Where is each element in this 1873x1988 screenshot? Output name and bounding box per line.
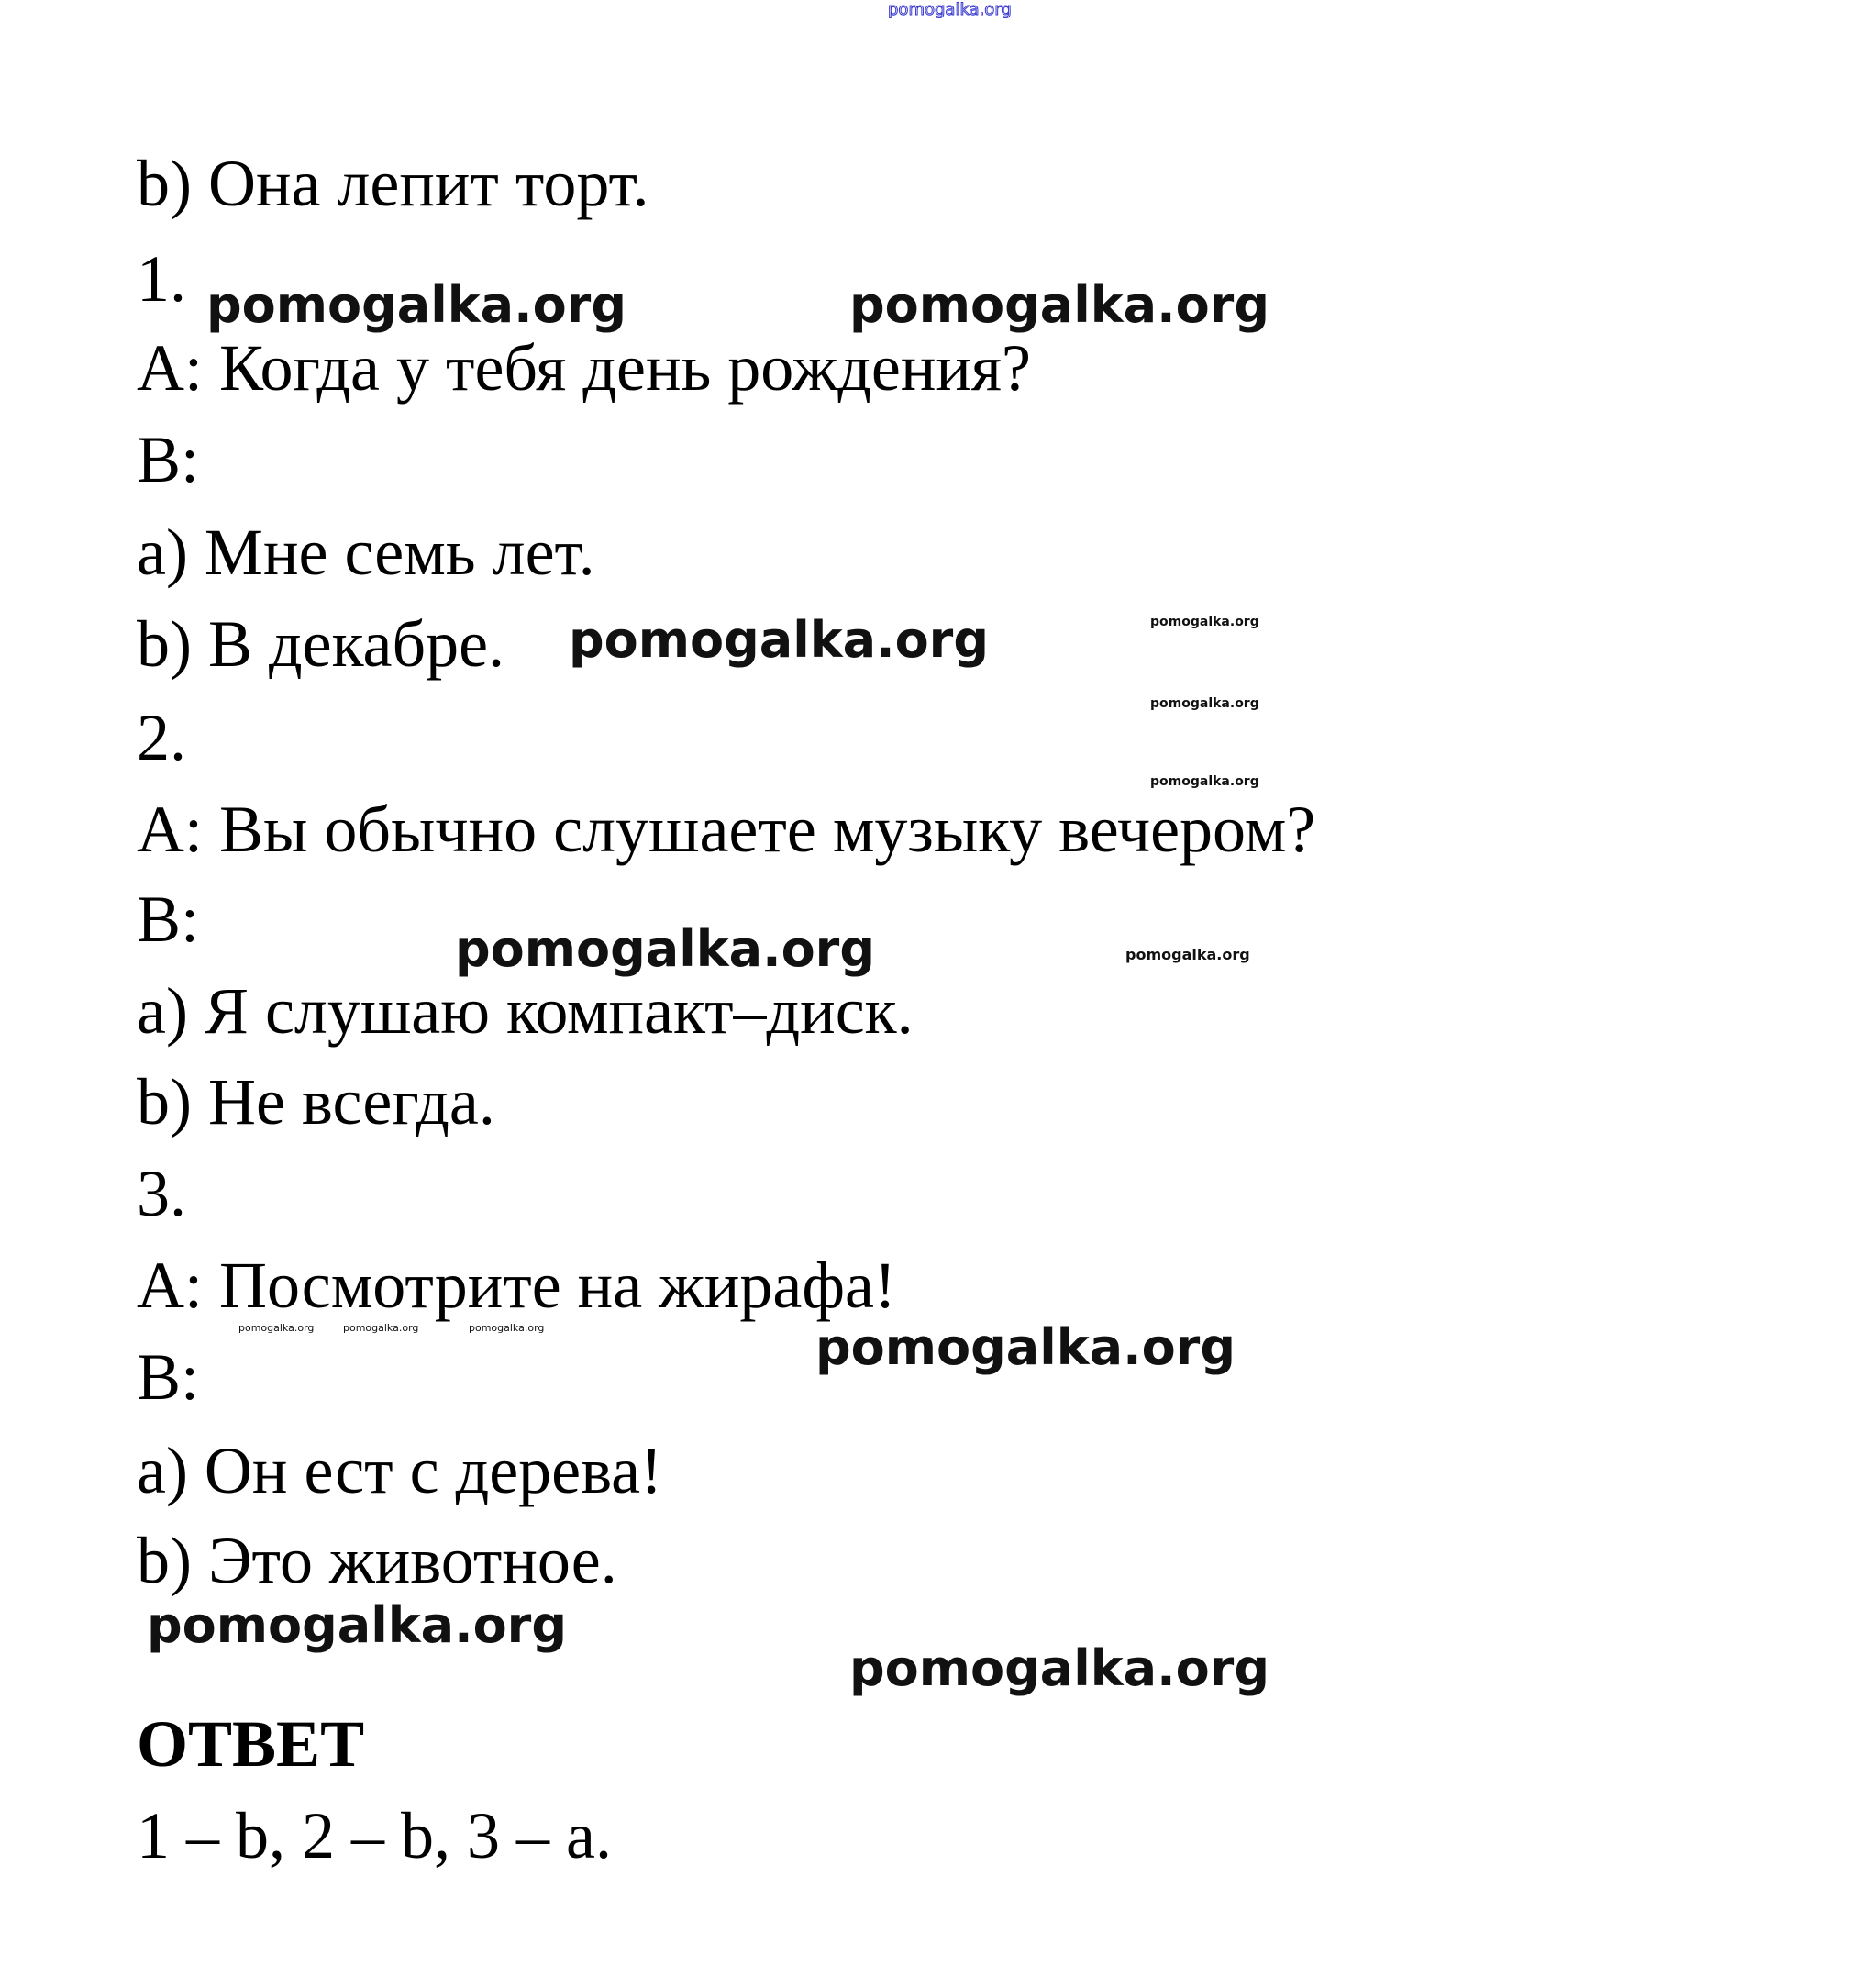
watermark-small: pomogalka.org	[1150, 774, 1259, 789]
text-line: B:	[137, 1340, 200, 1414]
answer-text: 1 – b, 2 – b, 3 – a.	[137, 1799, 612, 1872]
watermark: pomogalka.org	[206, 276, 626, 334]
text-line: b) Не всегда.	[137, 1065, 495, 1138]
text-line: a) Я слушаю компакт–диск.	[137, 974, 914, 1048]
text-line: b) Она лепит торт.	[137, 147, 649, 220]
watermark: pomogalka.org	[455, 920, 875, 978]
watermark-small: pomogalka.org	[1150, 615, 1259, 629]
watermark-tiny: pomogalka.org	[343, 1322, 419, 1334]
item-number: 1.	[137, 242, 186, 316]
item-number: 3.	[137, 1157, 186, 1230]
text-line: a) Он ест с дерева!	[137, 1434, 663, 1507]
item-number: 2.	[137, 701, 186, 774]
watermark: pomogalka.org	[815, 1318, 1236, 1376]
watermark-top: pomogalka.org	[888, 0, 1012, 19]
watermark: pomogalka.org	[569, 611, 989, 669]
text-line: b) Это животное.	[137, 1524, 617, 1597]
watermark: pomogalka.org	[147, 1596, 567, 1654]
text-line: A: Когда у тебя день рождения?	[137, 331, 1031, 405]
watermark-small: pomogalka.org	[1150, 696, 1259, 711]
text-line: B:	[137, 423, 200, 496]
text-line: A: Вы обычно слушаете музыку вечером?	[137, 793, 1316, 866]
text-line: A: Посмотрите на жирафа!	[137, 1249, 896, 1322]
answer-heading: ОТВЕТ	[137, 1707, 365, 1781]
watermark-tiny: pomogalka.org	[469, 1322, 545, 1334]
text-line: B:	[137, 883, 200, 956]
watermark: pomogalka.org	[849, 1639, 1269, 1697]
watermark-tiny: pomogalka.org	[238, 1322, 315, 1334]
text-line: b) В декабре.	[137, 607, 505, 681]
watermark: pomogalka.org	[849, 276, 1269, 334]
watermark-small: pomogalka.org	[1125, 946, 1250, 963]
text-line: a) Мне семь лет.	[137, 516, 595, 589]
